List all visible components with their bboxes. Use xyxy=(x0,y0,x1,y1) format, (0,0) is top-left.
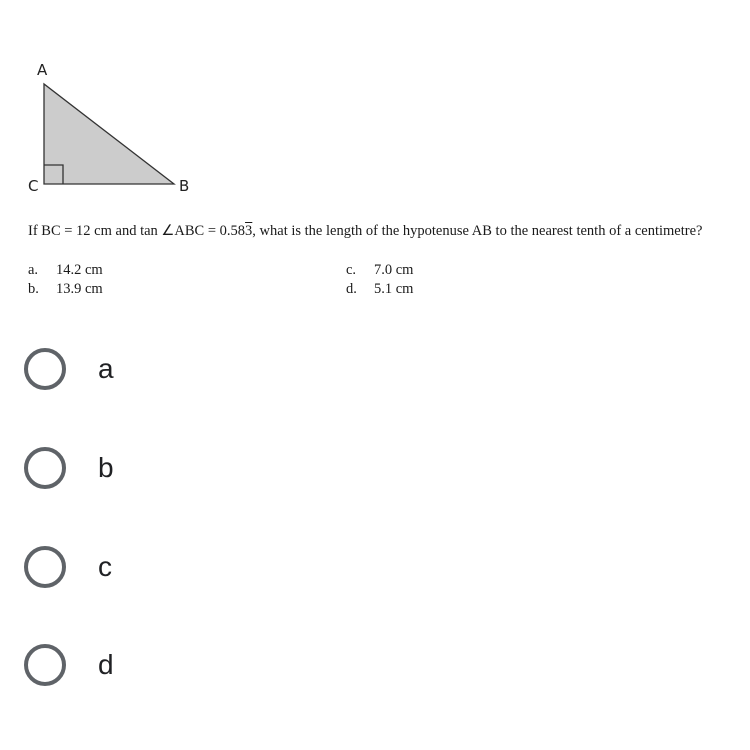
radio-button-icon[interactable] xyxy=(24,546,66,588)
triangle-figure xyxy=(24,56,204,206)
triangle-diagram xyxy=(24,56,204,206)
printed-choice-letter: a. xyxy=(28,262,39,278)
option-label[interactable]: c xyxy=(98,551,112,582)
question-text xyxy=(28,222,728,240)
option-label[interactable]: a xyxy=(98,353,114,384)
vertex-label-a: A xyxy=(37,61,48,79)
printed-choice-value: 13.9 cm xyxy=(56,281,103,297)
question-text-part-1: If BC = 12 cm and tan ∠ABC = 0.58 xyxy=(28,223,246,239)
printed-choice-d xyxy=(346,280,413,299)
printed-choice-value: 7.0 cm xyxy=(374,262,414,278)
printed-choice-value: 5.1 cm xyxy=(374,281,414,297)
radio-button-icon[interactable] xyxy=(24,644,66,686)
option-d[interactable] xyxy=(24,640,424,690)
option-label[interactable]: b xyxy=(98,452,114,483)
printed-choice-a xyxy=(28,261,103,280)
option-label[interactable]: d xyxy=(98,649,114,680)
option-c[interactable] xyxy=(24,542,424,592)
option-a[interactable] xyxy=(24,344,424,394)
printed-choice-c xyxy=(346,261,413,280)
printed-choice-b xyxy=(28,280,103,299)
printed-choice-letter: d. xyxy=(346,281,357,297)
option-b[interactable] xyxy=(24,443,424,493)
radio-button-icon[interactable] xyxy=(24,447,66,489)
repeating-digit: 3 xyxy=(245,223,253,239)
vertex-label-b: B xyxy=(179,177,190,195)
radio-button-icon[interactable] xyxy=(24,348,66,390)
printed-choice-value: 14.2 cm xyxy=(56,262,103,278)
vertex-label-c: C xyxy=(28,177,39,195)
printed-choice-letter: c. xyxy=(346,262,357,278)
question-text-part-2: , what is the length of the hypotenuse AB to the nearest tenth of a centimetre? xyxy=(252,223,703,239)
printed-choice-letter: b. xyxy=(28,281,39,297)
